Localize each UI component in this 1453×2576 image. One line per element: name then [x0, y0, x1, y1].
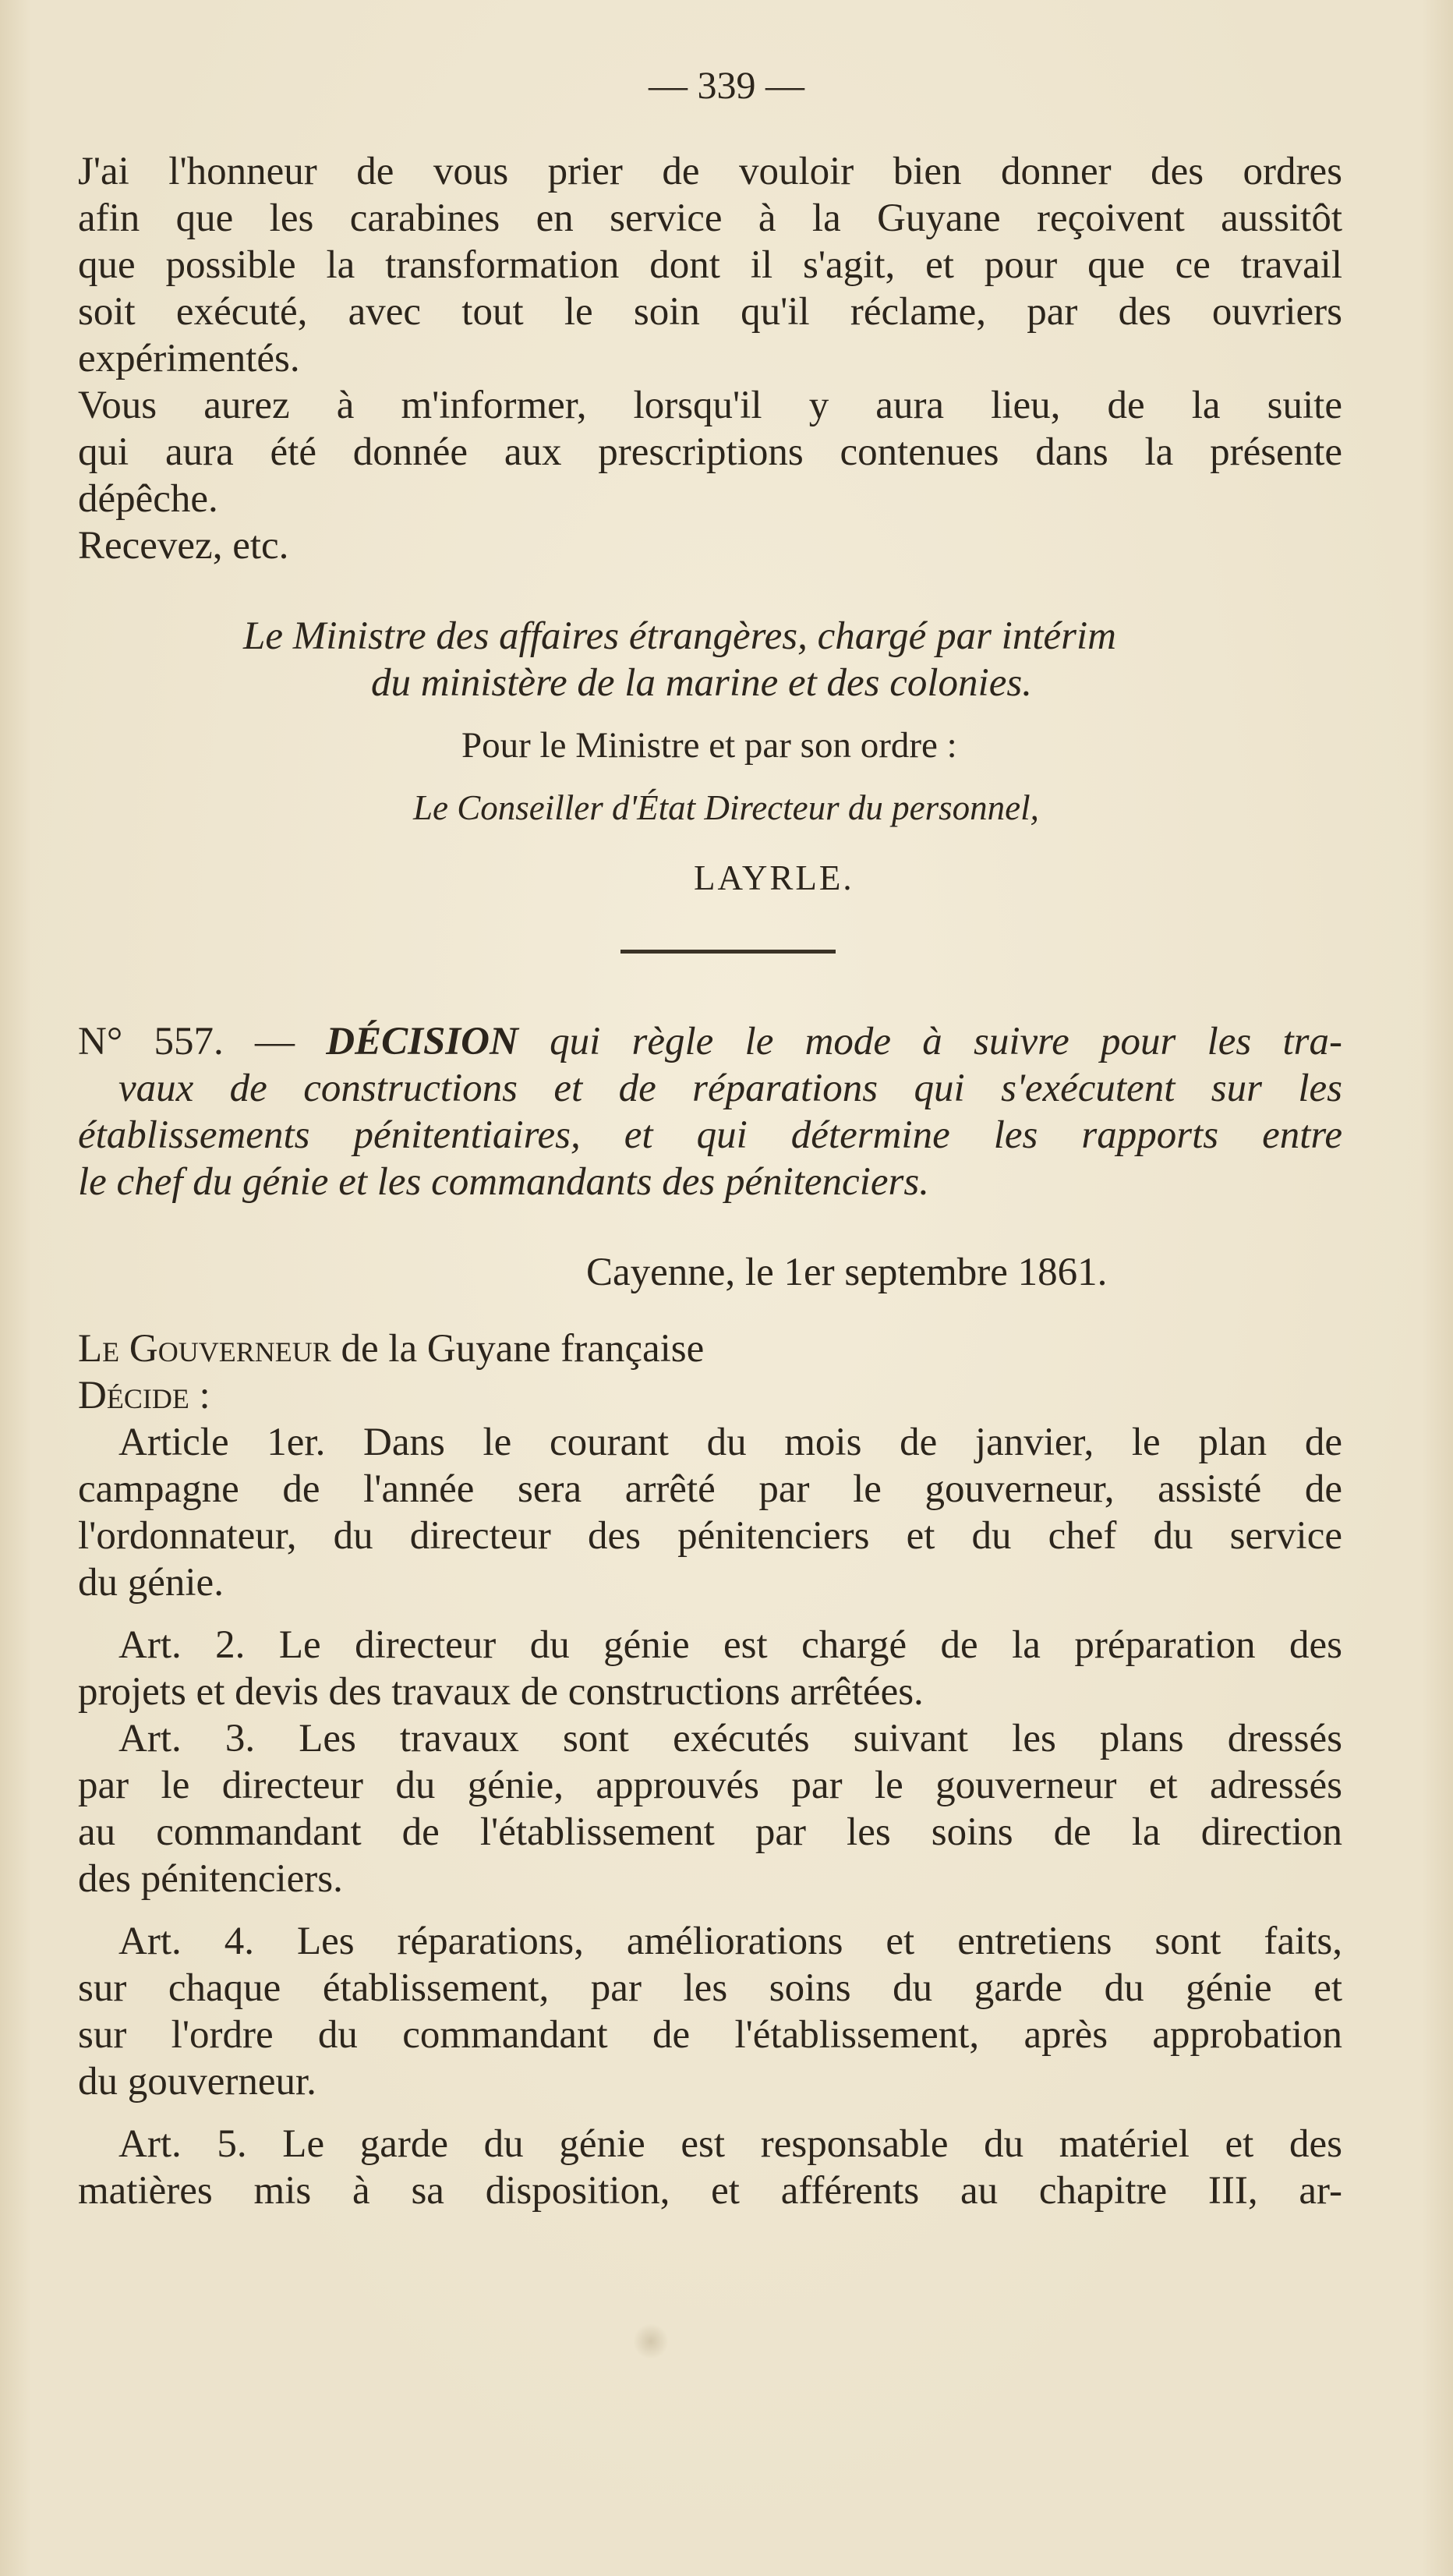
- decision-title-line2: vaux de constructions et de réparations qui s'exécutent sur les: [118, 1067, 1342, 1110]
- article-line: l'ordonnateur, du directeur des pénitenciers et du chef du service: [78, 1514, 1342, 1558]
- decision-title-line3: établissements pénitentiaires, et qui détermine les rapports entre: [78, 1113, 1342, 1157]
- decision-title-line4: le chef du génie et les commandants des pénitenciers.: [78, 1160, 929, 1204]
- page-number: — 339 —: [649, 63, 804, 107]
- signature-counsellor-line: Le Conseiller d'État Directeur du personnel,: [413, 788, 1039, 827]
- letter-line: Recevez, etc.: [78, 524, 289, 568]
- letter-line: expérimentés.: [78, 337, 300, 380]
- decide-label: Décide :: [78, 1374, 210, 1417]
- decision-number: N° 557.: [78, 1020, 224, 1063]
- letter-line: soit exécuté, avec tout le soin qu'il réclame, par des ouvriers: [78, 290, 1342, 334]
- decision-title-word: DÉCISION: [326, 1020, 518, 1063]
- letter-line: dépêche.: [78, 477, 218, 521]
- governor-line: [78, 1325, 704, 1372]
- decision-dash: —: [223, 1020, 327, 1063]
- article-line: projets et devis des travaux de constructions arrêtées.: [78, 1670, 924, 1714]
- letter-line: J'ai l'honneur de vous prier de vouloir bien donner des ordres: [78, 150, 1342, 193]
- article-line: du gouverneur.: [78, 2060, 316, 2104]
- place-date: Cayenne, le 1er septembre 1861.: [586, 1251, 1108, 1294]
- article-line: Article 1er. Dans le courant du mois de janvier, le plan de: [118, 1421, 1342, 1464]
- signature-order-line: Pour le Ministre et par son ordre :: [461, 725, 957, 766]
- signature-minister-line1: Le Ministre des affaires étrangères, chargé par intérim: [243, 614, 1116, 658]
- article-line: au commandant de l'établissement par les soins de la direction: [78, 1810, 1342, 1854]
- decision-title-rest: qui règle le mode à suivre pour les tra-: [518, 1020, 1343, 1063]
- governor-title: Le Gouverneur: [78, 1327, 331, 1371]
- letter-line: afin que les carabines en service à la Guyane reçoivent aussitôt: [78, 196, 1342, 240]
- decision-title-line1: [78, 1018, 1342, 1065]
- article-line: Art. 5. Le garde du génie est responsable du matériel et des: [118, 2122, 1342, 2166]
- paper-stain: [633, 2323, 669, 2359]
- article-line: sur chaque établissement, par les soins du garde du génie et: [78, 1966, 1342, 2010]
- article-line: par le directeur du génie, approuvés par le gouverneur et adressés: [78, 1764, 1342, 1807]
- signature-minister-line2: du ministère de la marine et des colonies.: [371, 661, 1032, 705]
- article-line: sur l'ordre du commandant de l'établissement, après approbation: [78, 2013, 1342, 2057]
- governor-rest: de la Guyane française: [331, 1327, 705, 1371]
- letter-line: qui aura été donnée aux prescriptions contenues dans la présente: [78, 430, 1342, 474]
- article-line: du génie.: [78, 1561, 224, 1605]
- signature-name: LAYRLE.: [694, 858, 854, 897]
- article-line: matières mis à sa disposition, et afférents au chapitre III, ar-: [78, 2169, 1342, 2213]
- article-line: des pénitenciers.: [78, 1857, 343, 1901]
- letter-line: que possible la transformation dont il s'agit, et pour que ce travail: [78, 243, 1342, 287]
- article-line: campagne de l'année sera arrêté par le gouverneur, assisté de: [78, 1467, 1342, 1511]
- article-line: Art. 3. Les travaux sont exécutés suivant les plans dressés: [118, 1717, 1342, 1760]
- article-line: Art. 2. Le directeur du génie est chargé de la préparation des: [118, 1623, 1342, 1667]
- letter-line: Vous aurez à m'informer, lorsqu'il y aura lieu, de la suite: [78, 384, 1342, 427]
- article-line: Art. 4. Les réparations, améliorations et entretiens sont faits,: [118, 1920, 1342, 1963]
- section-divider: [620, 950, 836, 954]
